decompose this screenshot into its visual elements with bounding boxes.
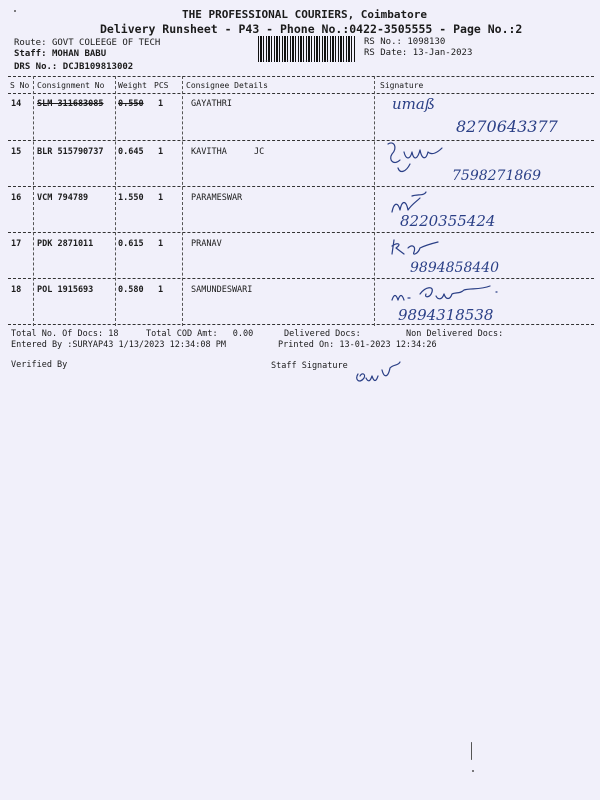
drs-value: DCJB109813002	[62, 62, 134, 72]
delivered-docs-label: Delivered Docs:	[284, 329, 361, 339]
signature-phone: 8220355424	[400, 212, 496, 230]
row-pcs: 1	[158, 193, 164, 203]
entered-by: Entered By :SURYAP43 1/13/2023 12:34:08 PM	[11, 340, 226, 350]
runsheet-subtitle: Delivery Runsheet - P43 - Phone No.:0422-3505555 - Page No.:2	[100, 22, 523, 36]
row-weight: 1.550	[118, 193, 144, 203]
rs-no-label: RS No.:	[364, 37, 402, 47]
signature-phone: 8270643377	[456, 117, 558, 136]
route-label: Route:	[14, 38, 47, 48]
row-pcs: 1	[158, 99, 164, 109]
row-weight: 0.615	[118, 239, 144, 249]
signature-phone: 9894318538	[398, 306, 494, 324]
total-cod	[146, 329, 253, 339]
row-weight: 0.550	[118, 99, 144, 109]
row-consignee: GAYATHRI	[191, 99, 232, 109]
row-consignee: PARAMESWAR	[191, 193, 243, 203]
signature-phone: 9894858440	[410, 260, 500, 276]
rs-date-line	[364, 48, 472, 58]
staff-handwritten-signature	[352, 358, 412, 388]
column-divider	[115, 76, 116, 326]
total-cod-value: 0.00	[232, 329, 254, 339]
row-sno: 15	[11, 147, 22, 157]
barcode	[258, 36, 356, 62]
col-header-pcs: PCS	[154, 81, 169, 90]
signature-scribble	[392, 240, 438, 254]
staff-line	[14, 49, 106, 59]
col-header-signature: Signature	[380, 81, 424, 90]
verified-by-label: Verified By	[11, 360, 68, 370]
signature-name: umaß	[392, 95, 435, 113]
drs-line	[14, 62, 133, 72]
signature-scribble	[392, 192, 426, 212]
row-pcs: 1	[158, 147, 164, 157]
row-consignment: VCM 794789	[37, 193, 89, 203]
handwritten-signature	[380, 232, 590, 278]
document-title: THE PROFESSIONAL COURIERS, Coimbatore	[182, 8, 428, 21]
row-consignee-extra: JC	[254, 147, 265, 157]
scan-speck	[14, 10, 16, 12]
column-divider	[33, 76, 34, 326]
row-sno: 18	[11, 285, 22, 295]
total-docs-value: 18	[108, 329, 119, 339]
col-header-consignee: Consignee Details	[186, 81, 268, 90]
signature-scribble	[357, 362, 400, 381]
signature-scribble	[388, 143, 442, 172]
row-weight: 0.645	[118, 147, 144, 157]
row-consignment: SLM 311683085	[37, 99, 104, 109]
row-pcs: 1	[158, 285, 164, 295]
handwritten-signature	[380, 278, 590, 326]
col-header-weight: Weight	[118, 81, 147, 90]
row-weight: 0.580	[118, 285, 144, 295]
handwritten-signature	[380, 138, 590, 186]
scan-speck	[471, 742, 472, 760]
row-pcs: 1	[158, 239, 164, 249]
table-top-rule	[8, 76, 594, 77]
row-consignment: POL 1915693	[37, 285, 94, 295]
row-sno: 14	[11, 99, 22, 109]
row-consignee: SAMUNDESWARI	[191, 285, 253, 295]
total-cod-label: Total COD Amt:	[146, 329, 218, 339]
staff-signature-label: Staff Signature	[271, 361, 348, 371]
rs-date-label: RS Date:	[364, 48, 408, 58]
route-value: GOVT COLEEGE OF TECH	[51, 38, 161, 48]
staff-label: Staff:	[14, 49, 47, 59]
rs-date-value: 13-Jan-2023	[412, 48, 473, 58]
totals-line	[11, 329, 119, 339]
row-consignee: KAVITHA	[191, 147, 227, 157]
signature-phone: 7598271869	[452, 168, 542, 184]
column-divider	[182, 76, 183, 326]
scan-speck	[472, 770, 474, 772]
row-consignee: PRANAV	[191, 239, 222, 249]
row-sno: 16	[11, 193, 22, 203]
row-sno: 17	[11, 239, 22, 249]
col-header-sno: S No	[10, 81, 30, 90]
rs-no-line	[364, 37, 445, 47]
handwritten-signature	[380, 94, 590, 140]
non-delivered-docs-label: Non Delivered Docs:	[406, 329, 504, 339]
row-consignment: BLR 515790737	[37, 147, 104, 157]
route-line	[14, 38, 160, 48]
signature-scribble	[392, 286, 497, 300]
handwritten-signature	[380, 186, 590, 232]
printed-on: Printed On: 13-01-2023 12:34:26	[278, 340, 437, 350]
staff-value: MOHAN BABU	[51, 49, 107, 59]
total-docs-label: Total No. Of Docs:	[11, 329, 104, 339]
rs-no-value: 1098130	[407, 37, 446, 47]
col-header-consignment: Consignment No	[37, 81, 105, 90]
column-divider	[374, 76, 375, 326]
row-consignment: PDK 2871011	[37, 239, 94, 249]
drs-label: DRS No.:	[14, 62, 58, 72]
